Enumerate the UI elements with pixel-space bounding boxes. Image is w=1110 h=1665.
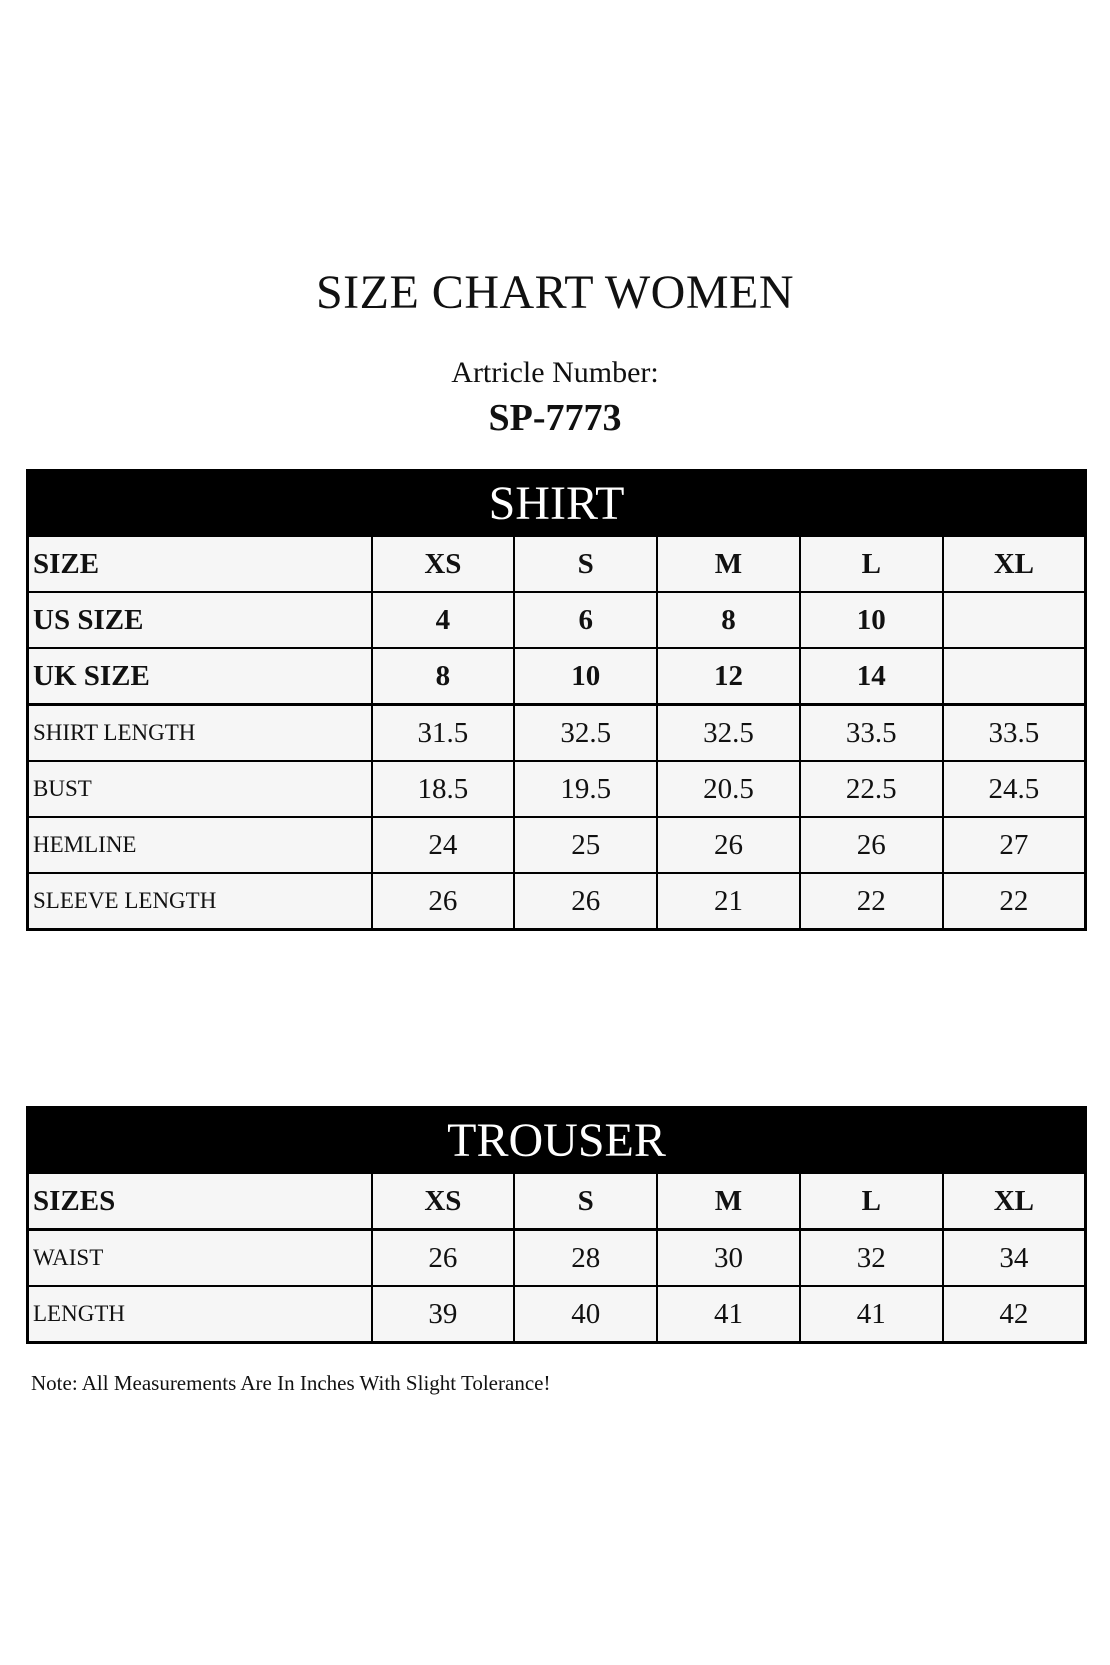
uk-size-cell — [943, 648, 1086, 705]
measure-cell: 34 — [943, 1230, 1086, 1287]
size-cell: S — [514, 1173, 657, 1230]
measure-cell: 21 — [657, 873, 800, 930]
measure-cell: 22.5 — [800, 761, 943, 817]
measure-cell: 33.5 — [800, 705, 943, 762]
measure-cell: 41 — [800, 1286, 943, 1343]
measure-cell: 26 — [800, 817, 943, 873]
table-row — [28, 1286, 1086, 1343]
size-cell: XL — [943, 536, 1086, 593]
row-label-sleeve-length: SLEEVE LENGTH — [28, 873, 372, 930]
row-label-sizes: SIZES — [28, 1173, 372, 1230]
row-label-waist: WAIST — [28, 1230, 372, 1287]
measure-cell: 33.5 — [943, 705, 1086, 762]
measure-cell: 18.5 — [372, 761, 515, 817]
size-cell: XL — [943, 1173, 1086, 1230]
size-cell: S — [514, 536, 657, 593]
measure-cell: 31.5 — [372, 705, 515, 762]
article-number-label: Artricle Number: — [451, 356, 659, 389]
size-cell: L — [800, 1173, 943, 1230]
row-label-size: SIZE — [28, 536, 372, 593]
measure-cell: 26 — [372, 873, 515, 930]
measure-cell: 22 — [943, 873, 1086, 930]
row-label-shirt-length: SHIRT LENGTH — [28, 705, 372, 762]
article-number-value: SP-7773 — [488, 397, 622, 439]
table-row — [28, 1173, 1086, 1230]
measure-cell: 41 — [657, 1286, 800, 1343]
measure-cell: 24 — [372, 817, 515, 873]
table-row — [28, 705, 1086, 762]
table-row — [28, 1230, 1086, 1287]
measure-cell: 39 — [372, 1286, 515, 1343]
page-title: SIZE CHART WOMEN — [315, 266, 794, 319]
measure-cell: 32 — [800, 1230, 943, 1287]
row-label-bust: BUST — [28, 761, 372, 817]
uk-size-cell: 12 — [657, 648, 800, 705]
table-row — [28, 536, 1086, 593]
measure-cell: 26 — [372, 1230, 515, 1287]
measure-cell: 22 — [800, 873, 943, 930]
size-cell: XS — [372, 536, 515, 593]
us-size-cell: 8 — [657, 592, 800, 648]
uk-size-cell: 10 — [514, 648, 657, 705]
measure-cell: 30 — [657, 1230, 800, 1287]
size-cell: XS — [372, 1173, 515, 1230]
us-size-cell: 4 — [372, 592, 515, 648]
us-size-cell: 10 — [800, 592, 943, 648]
size-cell: M — [657, 536, 800, 593]
measure-cell: 42 — [943, 1286, 1086, 1343]
measure-cell: 32.5 — [657, 705, 800, 762]
measure-cell: 26 — [514, 873, 657, 930]
size-cell: M — [657, 1173, 800, 1230]
size-cell: L — [800, 536, 943, 593]
trouser-size-table — [26, 1106, 1087, 1344]
measure-cell: 26 — [657, 817, 800, 873]
trouser-table-heading: TROUSER — [28, 1108, 1086, 1173]
table-row — [28, 817, 1086, 873]
uk-size-cell: 14 — [800, 648, 943, 705]
measure-cell: 19.5 — [514, 761, 657, 817]
shirt-table-heading: SHIRT — [28, 471, 1086, 536]
shirt-size-table — [26, 469, 1087, 931]
row-label-hemline: HEMLINE — [28, 817, 372, 873]
measurement-note: Note: All Measurements Are In Inches With Slight Tolerance! — [31, 1371, 551, 1395]
measure-cell: 28 — [514, 1230, 657, 1287]
measure-cell: 20.5 — [657, 761, 800, 817]
measure-cell: 27 — [943, 817, 1086, 873]
row-label-uk-size: UK SIZE — [28, 648, 372, 705]
us-size-cell — [943, 592, 1086, 648]
table-row — [28, 648, 1086, 705]
us-size-cell: 6 — [514, 592, 657, 648]
measure-cell: 24.5 — [943, 761, 1086, 817]
table-row — [28, 873, 1086, 930]
uk-size-cell: 8 — [372, 648, 515, 705]
measure-cell: 40 — [514, 1286, 657, 1343]
table-row — [28, 592, 1086, 648]
table-row — [28, 761, 1086, 817]
row-label-length: LENGTH — [28, 1286, 372, 1343]
measure-cell: 25 — [514, 817, 657, 873]
row-label-us-size: US SIZE — [28, 592, 372, 648]
measure-cell: 32.5 — [514, 705, 657, 762]
